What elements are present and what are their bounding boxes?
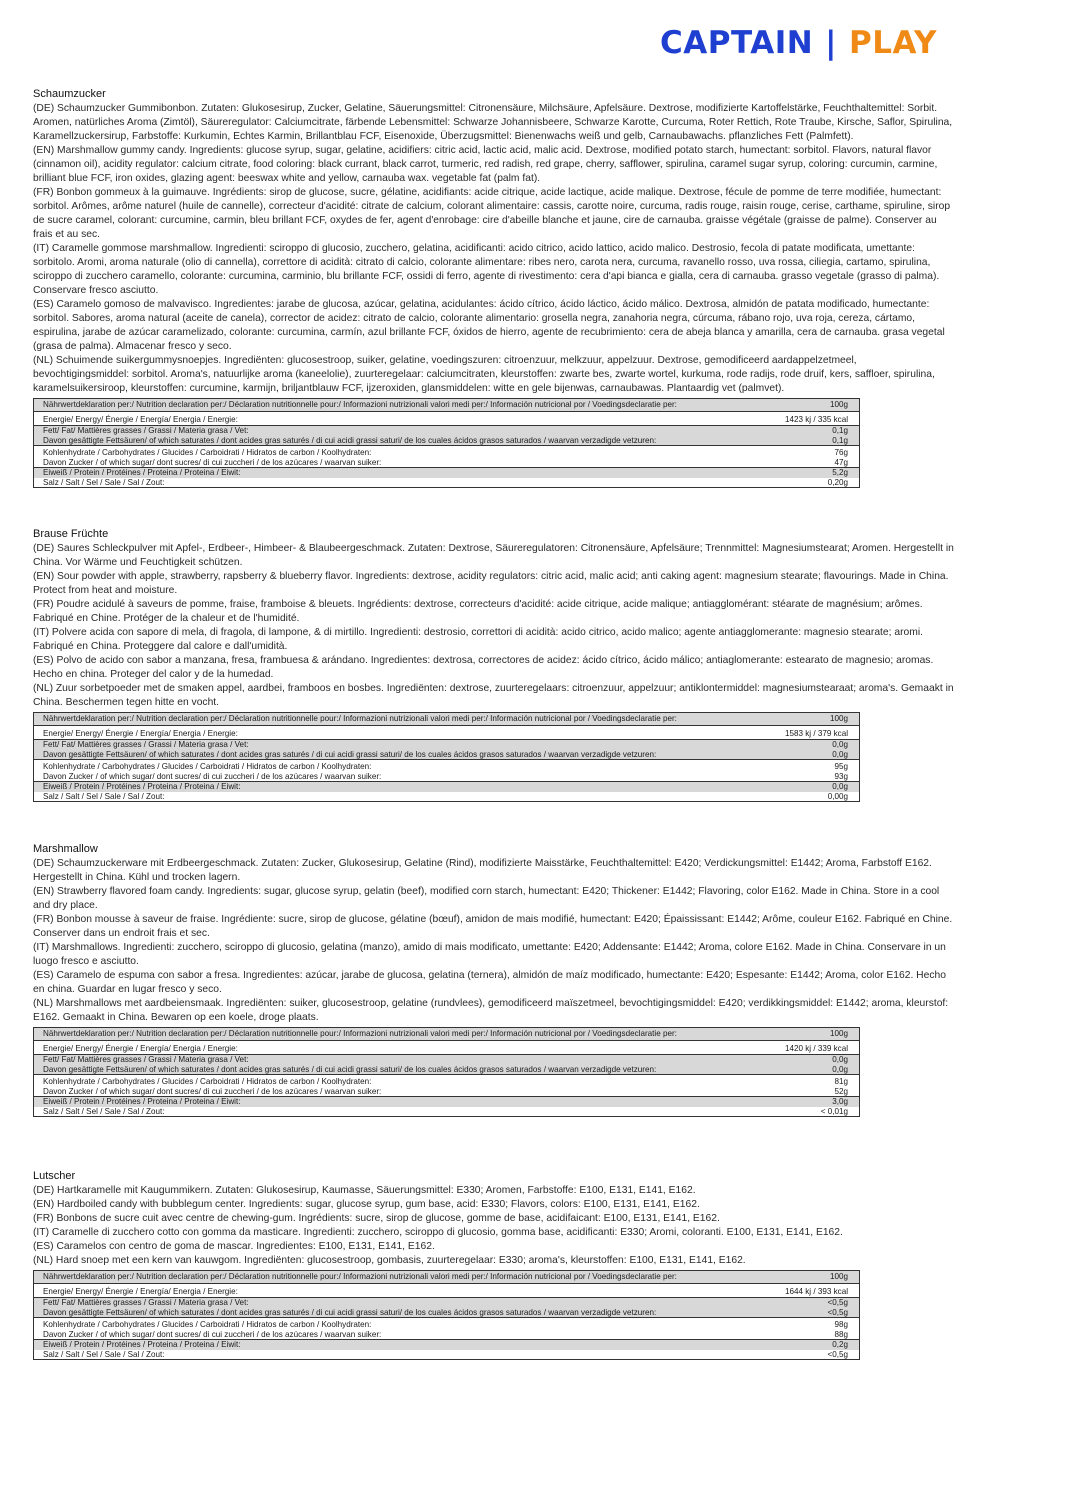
ingredients-line: Protect from heat and moisture. (33, 585, 178, 596)
logo-play-text: PLAY (849, 25, 937, 61)
product-section-schaumzucker (33, 87, 1048, 488)
ingredients-line: (IT) Caramelle gommose marshmallow. Ingredienti: sciroppo di glucosio, zucchero, gelatina, acidificanti: acido citrico, acido lattico, acido malico. Destrosio, fecola di patate modificata, umettante: (33, 243, 915, 254)
nutrition-value: 5,2g (766, 468, 859, 478)
ingredients-line: E162. Gemaakt in China. Bewaren op een koele, droge plaats. (33, 1012, 319, 1023)
nutrition-protein-row (34, 468, 860, 478)
ingredients-line: sorbitol. Arômes, arôme naturel (huile de cannelle), correcteur d'acidité: citrate de calcium, colorant alimentaire: cassis, carotte noire, curcuma, radis rouge, raisin rouge, cerise, carthame, spiruline, sirop (33, 201, 951, 212)
nutrition-label: Nährwertdeklaration per:/ Nutrition declaration per:/ Déclaration nutritionnelle pour:/ Informazioni nutrizionali valori medi per:/ Información nutricional por / Voedingsdeclaratie per: (34, 1028, 767, 1041)
nutrition-value: <0,5g (766, 1298, 859, 1308)
nutrition-salt-row (34, 1107, 860, 1117)
nutrition-label: Salz / Salt / Sel / Sale / Sal / Zout: (43, 791, 165, 801)
nutrition-label: Fett/ Fat/ Mattières grasses / Grassi / Materia grasa / Vet: (34, 426, 767, 436)
ingredients-line: China. Beschermen tegen hitte en vocht. (33, 697, 220, 708)
nutrition-table (33, 1270, 860, 1360)
nutrition-table (33, 1027, 860, 1117)
ingredients-line: sorbitolo. Aromi, aroma naturale (olio di cannella), correttore di acidità: citrato di calcio, colorante alimentare: ribes nero, carota nera, curcuma, ravanello rosso, uva rossa, ciliegia, cartamo, spirulina, (33, 257, 931, 268)
ingredients-line: China. Vor Wärme und Feuchtigkeit schützen. (33, 557, 243, 568)
ingredients-line: frais et au sec. (33, 229, 100, 240)
nutrition-value: 0,1g (766, 436, 859, 446)
nutrition-label: Salz / Salt / Sel / Sale / Sal / Zout: (43, 1349, 165, 1359)
nutrition-label: Davon Zucker / of which sugar/ dont sucres/ di cui zuccheri / de los azúcares / waarvan suiker: (43, 1086, 382, 1096)
nutrition-label: Eiweiß / Protein / Protéines / Proteina / Proteina / Eiwit: (34, 1340, 767, 1350)
nutrition-protein-row (34, 1097, 860, 1107)
nutrition-label: Fett/ Fat/ Mattières grasses / Grassi / Materia grasa / Vet: (34, 1298, 767, 1308)
nutrition-carbs-row (34, 1075, 860, 1087)
ingredients-line: (EN) Hardboiled candy with bubblegum center. Ingredients: sugar, glucose syrup, gum base, acid: E330; Flavors, colors: E100, E131, E141, E162. (33, 1199, 700, 1210)
nutrition-value: 0,0g (766, 740, 859, 750)
ingredients-line: Fabriqué en Chine. Protéger de la chaleur et de l'humidité. (33, 613, 300, 624)
nutrition-label: Davon gesättigte Fettsäuren/ of which saturates / dont acides gras saturés / di cui acidi grassi saturi/ de los cuales ácidos grasos saturados / waarvan verzadigde vetzuren: (34, 750, 767, 760)
nutrition-value: < 0,01g (820, 1106, 848, 1116)
ingredients-text (33, 1184, 1048, 1268)
nutrition-label: Kohlenhydrate / Carbohydrates / Glucides / Carboidrati / Hidratos de carbon / Koolhydraten: (34, 446, 767, 458)
nutrition-label: Nährwertdeklaration per:/ Nutrition declaration per:/ Déclaration nutritionnelle pour:/ Informazioni nutrizionali valori medi per:/ Información nutricional por / Voedingsdeclaratie per: (34, 399, 767, 412)
section-title: Schaumzucker (33, 88, 106, 100)
ingredients-line: (EN) Marshmallow gummy candy. Ingredients: glucose syrup, sugar, gelatine, acidifiers: citric acid, lactic acid, malic acid. Dextrose, modified potato starch, humectant: sorbitol. Flavors, natural flavor (33, 145, 932, 156)
ingredients-line: sciroppo di zucchero caramello, colorante: curcumina, carminio, blu brillante FCF, ossidi di ferro, agente di rivestimento: cera d'api bianca e gialla, cera di carnauba. grasso vegetale (grasso di palma). (33, 271, 940, 282)
product-section-lutscher (33, 1169, 1048, 1360)
product-section-brause-fruechte (33, 527, 1048, 802)
nutrition-table (33, 712, 860, 802)
nutrition-energy-row (34, 411, 860, 426)
ingredients-line: Aromen, natürliches Aroma (Zimtöl), Säureregulator: Calciumcitrate, färbende Lebensmittel: Schwarze Johannisbeere, Schwarze Karotte, Curcuma, Roter Rettich, Rote Traube, Kirsche, Saflor, Spirulina, (33, 117, 953, 128)
ingredients-line: (IT) Marshmallows. Ingredienti: zucchero, sciroppo di glucosio, gelatina (manzo), amido di mais modificato, umettante: E420; Addensante: E1442; Aroma, colore E162. Made in China. Conservare in un (33, 942, 946, 953)
section-title: Marshmallow (33, 843, 98, 855)
ingredients-line: (ES) Caramelo de espuma con sabor a fresa. Ingredientes: azúcar, jarabe de glucosa, gelatina (ternera), almidón de maíz modificado, humectante: E420; Espesante: E1442; Aroma, color E162. Hecho (33, 970, 946, 981)
nutrition-value: <0,5g (827, 1349, 848, 1359)
nutrition-label: Fett/ Fat/ Mattières grasses / Grassi / Materia grasa / Vet: (34, 740, 767, 750)
ingredients-line: Conserver dans un endroit frais et sec. (33, 928, 210, 939)
nutrition-value: 47g (834, 457, 848, 467)
nutrition-label: Nährwertdeklaration per:/ Nutrition declaration per:/ Déclaration nutritionnelle pour:/ Informazioni nutrizionali valori medi per:/ Información nutricional por / Voedingsdeclaratie per: (34, 713, 767, 726)
ingredients-line: (NL) Zuur sorbetpoeder met de smaken appel, aardbei, framboos en bosbes. Ingrediënten: dextrose, zuurteregelaars: citroenzuur, appelzuur; antiklontermiddel: magnesiumstearaat; aroma's. Gemaakt in (33, 683, 954, 694)
nutrition-value: 100g (766, 399, 859, 412)
nutrition-table (33, 398, 860, 488)
ingredients-line: (DE) Hartkaramelle mit Kaugummikern. Zutaten: Glukosesirup, Kaumasse, Säuerungsmittel: E330; Aromen, Farbstoffe: E100, E131, E141, E162. (33, 1185, 696, 1196)
nutrition-carbs-row (34, 1318, 860, 1330)
ingredients-line: (cinnamon oil), acidity regulator: calcium citrate, food coloring: black currant, black carrot, turmeric, red radish, red grape, cherry, safflower, spirulina, caramel sugar syrup, coloring: curcumin, carmine, (33, 159, 938, 170)
nutrition-value: 0,0g (766, 750, 859, 760)
nutrition-value: 95g (766, 760, 859, 772)
nutrition-value: 1423 kj / 335 kcal (785, 414, 848, 424)
nutrition-sugars-row (34, 1087, 860, 1097)
nutrition-label: Eiweiß / Protein / Protéines / Proteina / Proteina / Eiwit: (34, 782, 767, 792)
nutrition-protein-row (34, 782, 860, 792)
nutrition-value: 100g (766, 713, 859, 726)
nutrition-value: 0,20g (827, 477, 848, 487)
nutrition-fat-row (34, 1055, 860, 1065)
ingredients-line: (FR) Bonbons de sucre cuit avec centre de chewing-gum. Ingrédients: sucre, sirop de glucose, gomme de base, acidifaicant: E100, E131, E141, E162. (33, 1213, 720, 1224)
nutrition-saturates-row (34, 1065, 860, 1075)
nutrition-saturates-row (34, 1308, 860, 1318)
ingredients-line: (ES) Caramelo gomoso de malvavisco. Ingredientes: jarabe de glucosa, azúcar, gelatina, acidulantes: ácido cítrico, ácido láctico, ácido málico. Dextrosa, almidón de patata modificado, humectante: (33, 299, 930, 310)
nutrition-energy-row (34, 1283, 860, 1298)
brand-logo (660, 26, 937, 60)
nutrition-saturates-row (34, 436, 860, 446)
nutrition-label: Nährwertdeklaration per:/ Nutrition declaration per:/ Déclaration nutritionnelle pour:/ Informazioni nutrizionali valori medi per:/ Información nutricional por / Voedingsdeclaratie per: (34, 1271, 767, 1284)
product-section-marshmallow (33, 842, 1048, 1117)
nutrition-salt-row (34, 792, 860, 802)
nutrition-value: 81g (766, 1075, 859, 1087)
ingredients-line: (NL) Hard snoep met een kern van kauwgom. Ingrediënten: glucosestroop, gombasis, zuurteregelaar: E330; aroma's, kleurstoffen: E100, E131, E141, E162. (33, 1255, 746, 1266)
nutrition-sugars-row (34, 772, 860, 782)
ingredients-line: sorbitol. Sabores, aroma natural (aceite de canela), corrector de acidez: citrato de calcio, colorante alimentario: grosella negra, zanahoria negra, cúrcuma, rábano rojo, uva roja, cereza, cártamo, (33, 313, 915, 324)
ingredients-line: (IT) Polvere acida con sapore di mela, di fragola, di lampone, & di mirtillo. Ingredienti: destrosio, correttori di acidità: acido citrico, acido malico; agente antiagglomerante: magnesio stearate; aromi. (33, 627, 923, 638)
ingredients-line: (ES) Caramelos con centro de goma de mascar. Ingredientes: E100, E131, E141, E162. (33, 1241, 435, 1252)
ingredients-line: Fabriqué en China. Proteggere dal calore e dall'umidità. (33, 641, 288, 652)
section-title: Lutscher (33, 1170, 76, 1182)
ingredients-line: Hecho en china. Proteger del calor y de la humedad. (33, 669, 274, 680)
nutrition-value: 1644 kj / 393 kcal (785, 1286, 848, 1296)
nutrition-label: Davon gesättigte Fettsäuren/ of which saturates / dont acides gras saturés / di cui acidi grassi saturi/ de los cuales ácidos grasos saturados / waarvan verzadigde vetzuren: (34, 436, 767, 446)
ingredients-line: (EN) Sour powder with apple, strawberry, rapsberry & blueberry flavor. Ingredients: dextrose, acidity regulators: citric acid, malic acid; anti caking agent: magnesium stearate; flavourings. Made in China. (33, 571, 949, 582)
nutrition-label: Energie/ Energy/ Énergie / Energía/ Energia / Energie: (43, 1286, 238, 1296)
ingredients-line: Conservare fresco asciutto. (33, 285, 159, 296)
nutrition-energy-row (34, 725, 860, 740)
nutrition-energy-row (34, 1040, 860, 1055)
nutrition-saturates-row (34, 750, 860, 760)
nutrition-value: 88g (834, 1329, 848, 1339)
nutrition-value: 76g (766, 446, 859, 458)
nutrition-sugars-row (34, 1330, 860, 1340)
nutrition-label: Davon gesättigte Fettsäuren/ of which saturates / dont acides gras saturés / di cui acidi grassi saturi/ de los cuales ácidos grasos saturados / waarvan verzadigde vetzuren: (34, 1065, 767, 1075)
nutrition-label: Energie/ Energy/ Énergie / Energía/ Energia / Energie: (43, 728, 238, 738)
nutrition-label: Eiweiß / Protein / Protéines / Proteina / Proteina / Eiwit: (34, 468, 767, 478)
ingredients-line: (FR) Bonbon gommeux à la guimauve. Ingrédients: sirop de glucose, sucre, gélatine, acidifiants: acide citrique, acide lactique, acide malique. Dextrose, fécule de pomme de terre modifiée, humectant: (33, 187, 942, 198)
nutrition-protein-row (34, 1340, 860, 1350)
logo-separator: | (825, 25, 837, 61)
nutrition-label: Energie/ Energy/ Énergie / Energía/ Energia / Energie: (43, 414, 238, 424)
nutrition-label: Energie/ Energy/ Énergie / Energía/ Energia / Energie: (43, 1043, 238, 1053)
ingredients-line: (DE) Schaumzuckerware mit Erdbeergeschmack. Zutaten: Zucker, Glukosesirup, Gelatine (Rind), modifizierte Maisstärke, Feuchthaltemittel: E420; Verdickungsmittel: E1442; Aroma, Farbstoff E162. (33, 858, 932, 869)
ingredients-line: (grasa de palma). Almacenar fresco y seco. (33, 341, 232, 352)
nutrition-value: 100g (766, 1271, 859, 1284)
ingredients-line: en china. Guardar en lugar fresco y seco. (33, 984, 222, 995)
nutrition-value: <0,5g (766, 1308, 859, 1318)
ingredients-line: luogo fresco e asciutto. (33, 956, 139, 967)
ingredients-line: (IT) Caramelle di zucchero cotto con gomma da masticare. Ingredienti: zucchero, sciroppo di glucosio, gomma base, acidificanti: E330; Aromi, coloranti. E100, E131, E141, E162. (33, 1227, 843, 1238)
nutrition-label: Davon Zucker / of which sugar/ dont sucres/ di cui zuccheri / de los azúcares / waarvan suiker: (43, 771, 382, 781)
nutrition-value: 1583 kj / 379 kcal (785, 728, 848, 738)
ingredients-line: (NL) Marshmallows met aardbeiensmaak. Ingrediënten: suiker, glucosestroop, gelatine (rundvlees), gemodificeerd maïszetmeel, bevochtigingsmiddel: E420; verdikkingsmiddel: E1442; aroma, kleurstof: (33, 998, 949, 1009)
nutrition-label: Kohlenhydrate / Carbohydrates / Glucides / Carboidrati / Hidratos de carbon / Koolhydraten: (34, 1318, 767, 1330)
nutrition-value: 0,2g (766, 1340, 859, 1350)
nutrition-label: Salz / Salt / Sel / Sale / Sal / Zout: (43, 477, 165, 487)
nutrition-value: 1420 kj / 339 kcal (785, 1043, 848, 1053)
ingredients-line: and dry place. (33, 900, 98, 911)
nutrition-carbs-row (34, 446, 860, 458)
ingredients-line: (NL) Schuimende suikergummysnoepjes. Ingrediënten: glucosestroop, suiker, gelatine, voedingszuren: citroenzuur, melkzuur, appelzuur. Dextrose, gemodificeerd aardappelzetmeel, (33, 355, 857, 366)
nutrition-salt-row (34, 1350, 860, 1360)
nutrition-value: 52g (834, 1086, 848, 1096)
ingredients-line: (DE) Schaumzucker Gummibonbon. Zutaten: Glukosesirup, Zucker, Gelatine, Säuerungsmittel: Citronensäure, Milchsäure, Apfelsäure. Dextrose, modifizierte Kartoffelstärke, Feuchthaltemittel: Sorbit. (33, 103, 938, 114)
ingredients-line: (FR) Bonbon mousse à saveur de fraise. Ingrédiente: sucre, sirop de glucose, gélatine (bœuf), amidon de mais modifié, humectant: E420; Épaississant: E1442; Arôme, couleur E162. Fabriqué en Chine. (33, 914, 953, 925)
nutrition-header-row (34, 399, 860, 412)
nutrition-label: Kohlenhydrate / Carbohydrates / Glucides / Carboidrati / Hidratos de carbon / Koolhydraten: (34, 760, 767, 772)
ingredients-line: de sucre caramel, colorant: curcumine, carmin, bleu brillant FCF, oxydes de fer, agent d'enrobage: cire d'abeille blanche et jaune, cire de carnauba. graisse végétale (graisse de palme). Conserver au (33, 215, 937, 226)
nutrition-label: Eiweiß / Protein / Protéines / Proteina / Proteina / Eiwit: (34, 1097, 767, 1107)
nutrition-value: 0,1g (766, 426, 859, 436)
nutrition-label: Davon Zucker / of which sugar/ dont sucres/ di cui zuccheri / de los azúcares / waarvan suiker: (43, 1329, 382, 1339)
ingredients-text (33, 857, 1048, 1025)
ingredients-line: Karamellzuckersirup, Farbstoffe: Kurkumin, Echtes Karmin, Brillantblau FCF, Eisenoxide, Überzugsmittel: Bienenwachs weiß und gelb, Carnaubawachs. pflanzliches Fett (Palmfett). (33, 131, 854, 142)
nutrition-salt-row (34, 478, 860, 488)
section-title: Brause Früchte (33, 528, 109, 540)
ingredients-line: (FR) Poudre acidulé à saveurs de pomme, fraise, framboise & bleuets. Ingrédients: dextrose, correcteurs d'acidité: acide citrique, acide malique; antiagglomérant: stéarate de magnésium; arômes. (33, 599, 923, 610)
nutrition-fat-row (34, 1298, 860, 1308)
nutrition-value: 0,0g (766, 1065, 859, 1075)
ingredients-text (33, 542, 1048, 710)
ingredients-text (33, 102, 1048, 396)
ingredients-line: (ES) Polvo de acido con sabor a manzana, fresa, frambuesa & arándano. Ingredientes: dextrosa, correctores de acidez: ácido cítrico, ácido málico; antiaglomerante: estearato de magnesio; aromas. (33, 655, 934, 666)
nutrition-fat-row (34, 426, 860, 436)
nutrition-value: 0,0g (766, 782, 859, 792)
ingredients-line: bevochtigingsmiddel: sorbitol. Aroma's, natuurlijke aroma (kaneelolie), zuurteregelaar: calciumcitraten, kleurstoffen: zwarte bes, zwarte wortel, kurkuma, rode radijs, rode druif, kers, saffloer, spirulina, (33, 369, 935, 380)
nutrition-value: 98g (766, 1318, 859, 1330)
nutrition-label: Fett/ Fat/ Mattières grasses / Grassi / Materia grasa / Vet: (34, 1055, 767, 1065)
ingredients-line: Hergestellt in China. Kühl und trocken lagern. (33, 872, 241, 883)
nutrition-value: 93g (834, 771, 848, 781)
nutrition-header-row (34, 713, 860, 726)
nutrition-value: 100g (766, 1028, 859, 1041)
ingredients-line: espirulina, jarabe de azúcar caramelizado, colorante: curcumina, carmín, azul brillante FCF, óxidos de hierro, agente de recubrimiento: cera de abeja blanca y amarilla, cera de carnauba. grasa vegetal (33, 327, 945, 338)
nutrition-label: Davon gesättigte Fettsäuren/ of which saturates / dont acides gras saturés / di cui acidi grassi saturi/ de los cuales ácidos grasos saturados / waarvan verzadigde vetzuren: (34, 1308, 767, 1318)
nutrition-value: 0,0g (766, 1055, 859, 1065)
nutrition-header-row (34, 1271, 860, 1284)
nutrition-label: Davon Zucker / of which sugar/ dont sucres/ di cui zuccheri / de los azúcares / waarvan suiker: (43, 457, 382, 467)
ingredients-line: karamelsuikersiroop, kleurstoffen: curcumine, karmijn, briljantblauw FCF, ijzeroxiden, glansmiddelen: witte en gele bijenwas, carnaubawas. Plantaardig vet (palmvet). (33, 383, 785, 394)
nutrition-value: 3,0g (766, 1097, 859, 1107)
nutrition-carbs-row (34, 760, 860, 772)
nutrition-label: Salz / Salt / Sel / Sale / Sal / Zout: (43, 1106, 165, 1116)
logo-captain-text: CAPTAIN (660, 25, 814, 61)
ingredients-line: (EN) Strawberry flavored foam candy. Ingredients: sugar, glucose syrup, gelatin (beef), modified corn starch, humectant: E420; Thickener: E1442; Flavoring, color E162. Made in China. Store in a cool (33, 886, 940, 897)
nutrition-header-row (34, 1028, 860, 1041)
ingredients-line: (DE) Saures Schleckpulver mit Apfel-, Erdbeer-, Himbeer- & Blaubeergeschmack. Zutaten: Dextrose, Säureregulatoren: Citronensäure, Apfelsäure; Trennmittel: Magnesiumstearat; Aromen. Hergestellt in (33, 543, 954, 554)
nutrition-fat-row (34, 740, 860, 750)
ingredients-line: brilliant blue FCF, iron oxides, glazing agent: beeswax white and yellow, carnauba wax. vegetable fat (palm fat). (33, 173, 541, 184)
nutrition-label: Kohlenhydrate / Carbohydrates / Glucides / Carboidrati / Hidratos de carbon / Koolhydraten: (34, 1075, 767, 1087)
nutrition-value: 0,00g (827, 791, 848, 801)
nutrition-sugars-row (34, 458, 860, 468)
